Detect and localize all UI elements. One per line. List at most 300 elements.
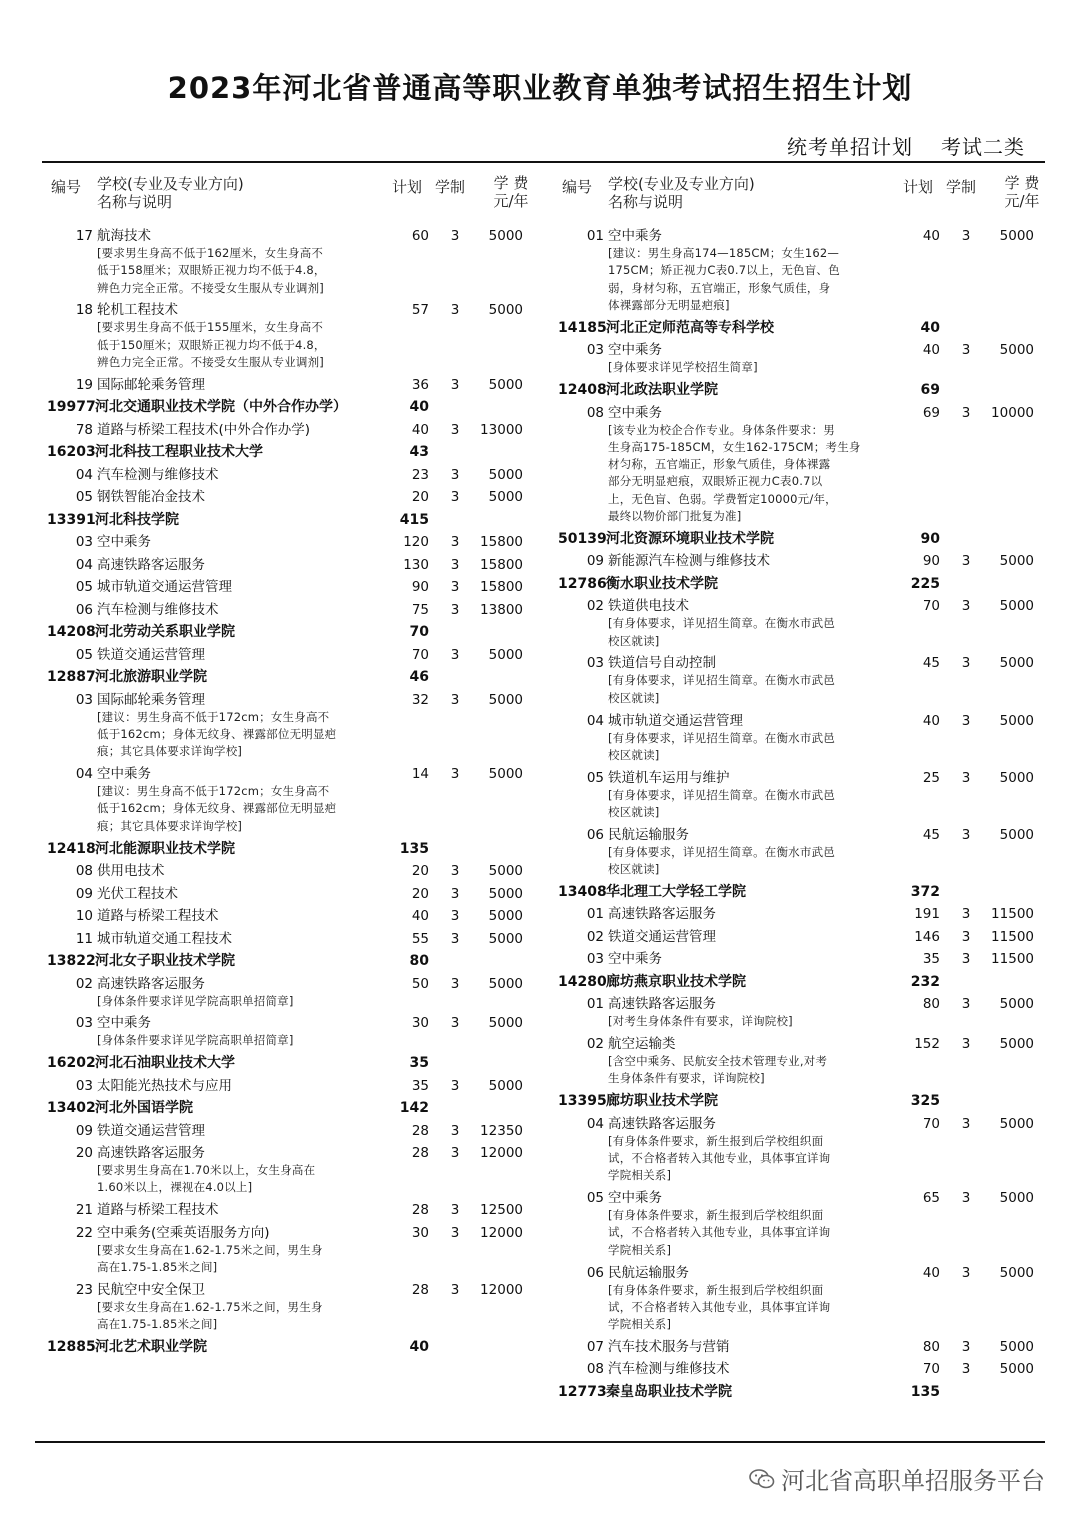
plan-cell: 120 (403, 534, 429, 551)
fee-cell: 5000 (488, 302, 523, 319)
header-name: 学校(专业及专业方向) 名称与说明 (97, 175, 244, 211)
plan-cell: 372 (910, 883, 940, 900)
code-cell: 04 (75, 556, 93, 573)
plan-cell: 30 (411, 1224, 429, 1241)
duration-cell: 3 (961, 826, 971, 843)
name-cell: 高速铁路客运服务 (97, 556, 205, 573)
fee-cell: 11500 (991, 951, 1034, 968)
column-header (47, 170, 537, 228)
bottom-rule (35, 1441, 1045, 1443)
name-cell: 廊坊职业技术学院 (606, 1093, 718, 1110)
name-cell: 太阳能光热技术与应用 (97, 1077, 232, 1094)
plan-cell: 14 (411, 766, 429, 783)
fee-cell: 10000 (991, 404, 1034, 421)
name-cell: 铁道信号自动控制 (608, 655, 716, 672)
plan-cell: 152 (914, 1036, 940, 1053)
code-cell: 12408 (558, 382, 607, 398)
code-cell: 16202 (47, 1055, 96, 1072)
code-cell: 03 (586, 342, 604, 359)
requirement-note: [有身体条件要求，新生报到后学校组织面 试，不合格者转入其他专业，具体事宜详询 学院相关系] (608, 1133, 831, 1183)
name-cell: 国际邮轮乘务管理 (97, 691, 205, 708)
requirement-note: [有身体条件要求，新生报到后学校组织面 试，不合格者转入其他专业，具体事宜详询 学院相关系] (608, 1208, 831, 1257)
plan-cell: 50 (411, 975, 429, 992)
code-cell: 09 (586, 553, 604, 570)
plan-cell: 36 (411, 376, 429, 393)
code-cell: 05 (75, 646, 93, 663)
code-cell: 05 (586, 769, 604, 786)
fee-cell: 15800 (480, 556, 523, 573)
code-cell: 50139 (558, 530, 607, 547)
requirement-note: [身体要求详见学校招生简章] (608, 360, 758, 375)
name-cell: 汽车检测与维修技术 (97, 601, 219, 618)
plan-subtitle (759, 131, 1025, 160)
duration-cell: 3 (450, 691, 460, 708)
duration-cell: 3 (450, 421, 460, 438)
code-cell: 03 (586, 655, 604, 672)
name-cell: 河北劳动关系职业学院 (95, 624, 235, 641)
plan-cell: 40 (922, 1264, 940, 1281)
code-cell: 19977 (47, 399, 96, 416)
plan-cell: 225 (910, 575, 940, 592)
code-cell: 01 (586, 906, 604, 923)
requirement-note: [身体条件要求详见学院高职单招简章] (97, 1033, 294, 1048)
name-cell: 河北科技学院 (95, 511, 179, 528)
plan-cell: 28 (411, 1202, 429, 1219)
column-header (558, 170, 1038, 228)
duration-cell: 3 (961, 404, 971, 421)
requirement-note: [建议：男生身高不低于172cm；女生身高不 低于162cm；身体无纹身、裸露部位无明显疤 痕；其它具体要求详询学校] (97, 709, 337, 759)
duration-cell: 3 (450, 975, 460, 992)
duration-cell: 3 (961, 928, 971, 945)
code-cell: 04 (586, 712, 604, 729)
name-cell: 城市轨道交通运营管理 (608, 712, 743, 729)
requirement-note: [要求男生身高不低于162厘米，女生身高不 低于158厘米；双眼矫正视力均不低于4.8， 辨色力完全正常。不接受女生服从专业调剂] (97, 246, 326, 295)
plan-cell: 90 (411, 579, 429, 596)
code-cell: 03 (586, 951, 604, 968)
page-title: 2023年河北省普通高等职业教育单独考试招生招生计划 (167, 71, 913, 105)
code-cell: 05 (75, 489, 93, 506)
header-fee: 学 费 元/年 (493, 174, 529, 210)
code-cell: 08 (586, 1361, 604, 1378)
name-cell: 河北资源环境职业技术学院 (606, 530, 774, 547)
name-cell: 空中乘务 (608, 228, 662, 244)
fee-cell: 5000 (999, 996, 1034, 1013)
name-cell: 廊坊燕京职业技术学院 (606, 973, 746, 990)
duration-cell: 3 (961, 553, 971, 570)
code-cell: 06 (586, 826, 604, 843)
plan-cell: 55 (411, 930, 429, 947)
name-cell: 空中乘务 (608, 951, 662, 968)
code-cell: 78 (75, 421, 93, 438)
plan-type-label: 统考单招计划 (787, 135, 913, 159)
header-plan: 计划 (903, 178, 934, 196)
duration-cell: 3 (961, 1361, 971, 1378)
code-cell: 17 (75, 228, 93, 244)
name-cell: 道路与桥梁工程技术 (97, 908, 219, 925)
plan-cell: 130 (403, 556, 429, 573)
duration-cell: 3 (450, 376, 460, 393)
plan-cell: 146 (914, 928, 940, 945)
requirement-note: [要求女生身高在1.62-1.75米之间，男生身 高在1.75-1.85米之间] (97, 1242, 323, 1275)
header-plan: 计划 (392, 178, 423, 196)
code-cell: 13408 (558, 883, 607, 900)
name-cell: 河北能源职业技术学院 (95, 840, 235, 857)
fee-cell: 5000 (999, 1115, 1034, 1132)
fee-cell: 5000 (488, 885, 523, 902)
name-cell: 汽车检测与维修技术 (608, 1361, 730, 1378)
name-cell: 空中乘务 (608, 404, 662, 421)
code-cell: 12887 (47, 669, 96, 686)
duration-cell: 3 (961, 655, 971, 672)
name-cell: 民航运输服务 (608, 826, 689, 843)
plan-cell: 28 (411, 1145, 429, 1162)
plan-cell: 65 (922, 1190, 940, 1207)
watermark (749, 1461, 1045, 1496)
requirement-note: [对考生身体条件有要求，详询院校] (608, 1014, 793, 1029)
exam-category-label: 考试二类 (941, 135, 1025, 159)
header-code: 编号 (51, 178, 82, 196)
plan-cell: 28 (411, 1122, 429, 1139)
plan-cell: 40 (922, 712, 940, 729)
requirement-note: [要求男生身高不低于155厘米，女生身高不 低于150厘米；双眼矫正视力均不低于4.8， 辨色力完全正常。不接受女生服从专业调剂] (97, 320, 326, 369)
plan-cell: 35 (922, 951, 940, 968)
fee-cell: 5000 (488, 376, 523, 393)
duration-cell: 3 (450, 766, 460, 783)
code-cell: 14280 (558, 973, 607, 990)
plan-cell: 40 (922, 342, 940, 359)
name-cell: 高速铁路客运服务 (97, 1145, 205, 1162)
plan-cell: 90 (920, 530, 940, 547)
code-cell: 03 (75, 534, 93, 551)
code-cell: 02 (586, 1036, 604, 1053)
code-cell: 03 (75, 1015, 93, 1032)
code-cell: 01 (586, 228, 604, 244)
duration-cell: 3 (450, 489, 460, 506)
code-cell: 13391 (47, 511, 96, 528)
fee-cell: 5000 (999, 655, 1034, 672)
fee-cell: 12000 (480, 1224, 523, 1241)
name-cell: 光伏工程技术 (97, 885, 178, 902)
name-cell: 河北外国语学院 (95, 1100, 193, 1117)
duration-cell: 3 (450, 646, 460, 663)
name-cell: 钢铁智能冶金技术 (97, 489, 205, 506)
plan-cell: 415 (399, 511, 429, 528)
name-cell: 供用电技术 (97, 863, 165, 880)
header-duration: 学制 (946, 178, 977, 196)
name-cell: 河北旅游职业学院 (95, 669, 207, 686)
code-cell: 16203 (47, 444, 96, 461)
requirement-note: [有身体要求，详见招生简章。在衡水市武邑 校区就读] (608, 616, 835, 648)
plan-cell: 28 (411, 1281, 429, 1298)
requirement-note: [建议：男生身高不低于172cm；女生身高不 低于162cm；身体无纹身、裸露部位无明显疤 痕；其它具体要求详询学校] (97, 784, 337, 833)
code-cell: 06 (586, 1264, 604, 1281)
fee-cell: 5000 (999, 598, 1034, 615)
fee-cell: 5000 (999, 1190, 1034, 1207)
header-code: 编号 (562, 178, 593, 196)
plan-cell: 75 (411, 601, 429, 618)
name-cell: 空中乘务 (97, 766, 151, 783)
duration-cell: 3 (450, 556, 460, 573)
code-cell: 21 (75, 1202, 93, 1219)
code-cell: 09 (75, 1122, 93, 1139)
plan-cell: 32 (411, 691, 429, 708)
code-cell: 02 (586, 598, 604, 615)
fee-cell: 12000 (480, 1281, 523, 1298)
fee-cell: 12350 (480, 1122, 523, 1139)
fee-cell: 5000 (488, 975, 523, 992)
fee-cell: 5000 (999, 1264, 1034, 1281)
code-cell: 13395 (558, 1093, 607, 1110)
requirement-note: [该专业为校企合作专业。身体条件要求：男 生身高175-185CM，女生162-175CM；考生身 材匀称，五官端正，形象气质佳，身体裸露 部分无明显疤痕，双眼矫正视力C表0.7以 上，无色盲、色弱。学费暂定10000元/年， 最终以物价部门批复为准] (608, 422, 861, 523)
left-column (47, 170, 537, 1355)
fee-cell: 5000 (488, 489, 523, 506)
duration-cell: 3 (961, 1190, 971, 1207)
requirement-note: [要求男生身高在1.70米以上，女生身高在 1.60米以上，裸视在4.0以上] (97, 1163, 316, 1195)
plan-cell: 232 (910, 973, 940, 990)
name-cell: 高速铁路客运服务 (608, 996, 716, 1013)
duration-cell: 3 (961, 1264, 971, 1281)
code-cell: 19 (75, 376, 93, 393)
code-cell: 18 (75, 302, 93, 319)
name-cell: 汽车检测与维修技术 (97, 466, 219, 483)
plan-cell: 80 (922, 1338, 940, 1355)
duration-cell: 3 (450, 1077, 460, 1094)
name-cell: 民航空中安全保卫 (97, 1281, 205, 1298)
plan-cell: 191 (914, 906, 940, 923)
fee-cell: 5000 (488, 691, 523, 708)
code-cell: 04 (75, 466, 93, 483)
duration-cell: 3 (450, 579, 460, 596)
fee-cell: 5000 (999, 826, 1034, 843)
fee-cell: 5000 (999, 1361, 1034, 1378)
plan-cell: 40 (920, 319, 940, 336)
duration-cell: 3 (450, 534, 460, 551)
plan-cell: 80 (409, 953, 429, 970)
code-cell: 04 (586, 1115, 604, 1132)
code-cell: 08 (586, 404, 604, 421)
plan-cell: 35 (409, 1055, 429, 1072)
name-cell: 华北理工大学轻工学院 (606, 883, 746, 900)
plan-cell: 69 (922, 404, 940, 421)
plan-cell: 70 (922, 598, 940, 615)
name-cell: 高速铁路客运服务 (608, 906, 716, 923)
requirement-note: [建议：男生身高174—185CM；女生162— 175CM；矫正视力C表0.7以上，无色盲、色 弱，身材匀称，五官端正，形象气质佳，身 体裸露部分无明显疤痕] (608, 246, 840, 312)
code-cell: 13402 (47, 1100, 96, 1117)
name-cell: 空中乘务 (97, 534, 151, 551)
plan-cell: 35 (411, 1077, 429, 1094)
name-cell: 空中乘务 (608, 1190, 662, 1207)
fee-cell: 11500 (991, 928, 1034, 945)
name-cell: 河北交通职业技术学院（中外合作办学） (95, 399, 347, 416)
plan-cell: 90 (922, 553, 940, 570)
code-cell: 22 (75, 1224, 93, 1241)
fee-cell: 13800 (480, 601, 523, 618)
duration-cell: 3 (450, 228, 460, 244)
code-cell: 02 (586, 928, 604, 945)
name-cell: 铁道交通运营管理 (608, 928, 716, 945)
name-cell: 铁道供电技术 (608, 598, 689, 615)
name-cell: 高速铁路客运服务 (608, 1115, 716, 1132)
fee-cell: 5000 (488, 1077, 523, 1094)
plan-cell: 325 (910, 1093, 940, 1110)
code-cell: 14185 (558, 319, 607, 336)
duration-cell: 3 (450, 1145, 460, 1162)
plan-cell: 142 (399, 1100, 429, 1117)
name-cell: 城市轨道交通工程技术 (97, 930, 232, 947)
duration-cell: 3 (961, 1338, 971, 1355)
fee-cell: 12500 (480, 1202, 523, 1219)
code-cell: 23 (75, 1281, 93, 1298)
plan-cell: 57 (411, 302, 429, 319)
plan-cell: 45 (922, 655, 940, 672)
name-cell: 航空运输类 (608, 1036, 676, 1053)
fee-cell: 15800 (480, 534, 523, 551)
wechat-icon (749, 1469, 775, 1489)
duration-cell: 3 (961, 1115, 971, 1132)
duration-cell: 3 (450, 1202, 460, 1219)
plan-cell: 69 (920, 382, 940, 398)
plan-cell: 40 (409, 1339, 429, 1355)
plan-cell: 43 (409, 444, 429, 461)
name-cell: 空中乘务(空乘英语服务方向) (97, 1224, 270, 1241)
duration-cell: 3 (450, 930, 460, 947)
requirement-note: [有身体要求，详见招生简章。在衡水市武邑 校区就读] (608, 844, 835, 876)
duration-cell: 3 (450, 1122, 460, 1139)
name-cell: 河北女子职业技术学院 (95, 953, 235, 970)
code-cell: 13822 (47, 953, 96, 970)
plan-cell: 80 (922, 996, 940, 1013)
fee-cell: 5000 (488, 930, 523, 947)
duration-cell: 3 (961, 342, 971, 359)
fee-cell: 5000 (999, 1036, 1034, 1053)
requirement-note: [有身体要求，详见招生简章。在衡水市武邑 校区就读] (608, 730, 835, 762)
code-cell: 05 (75, 579, 93, 596)
header-fee: 学 费 元/年 (1004, 174, 1040, 210)
right-column (558, 170, 1040, 1400)
plan-cell: 70 (409, 624, 429, 641)
plan-cell: 20 (411, 489, 429, 506)
requirement-note: [有身体条件要求，新生报到后学校组织面 试，不合格者转入其他专业，具体事宜详询 学院相关系] (608, 1282, 831, 1332)
plan-cell: 45 (922, 826, 940, 843)
plan-cell: 60 (411, 228, 429, 244)
requirement-note: [有身体要求，详见招生简章。在衡水市武邑 校区就读] (608, 787, 835, 819)
name-cell: 河北艺术职业学院 (95, 1339, 207, 1355)
duration-cell: 3 (961, 769, 971, 786)
code-cell: 12418 (47, 840, 96, 857)
fee-cell: 5000 (488, 466, 523, 483)
duration-cell: 3 (450, 885, 460, 902)
duration-cell: 3 (961, 712, 971, 729)
code-cell: 03 (75, 691, 93, 708)
duration-cell: 3 (450, 1015, 460, 1032)
plan-cell: 23 (411, 466, 429, 483)
duration-cell: 3 (961, 951, 971, 968)
name-cell: 国际邮轮乘务管理 (97, 376, 205, 393)
plan-cell: 40 (409, 399, 429, 416)
plan-cell: 40 (411, 421, 429, 438)
fee-cell: 5000 (488, 228, 523, 244)
fee-cell: 11500 (991, 906, 1034, 923)
requirement-note: [要求女生身高在1.62-1.75米之间，男生身 高在1.75-1.85米之间] (97, 1299, 323, 1332)
duration-cell: 3 (450, 908, 460, 925)
plan-cell: 20 (411, 885, 429, 902)
fee-cell: 12000 (480, 1145, 523, 1162)
name-cell: 高速铁路客运服务 (97, 975, 205, 992)
code-cell: 12786 (558, 575, 607, 592)
name-cell: 民航运输服务 (608, 1264, 689, 1281)
name-cell: 河北政法职业学院 (606, 382, 718, 398)
plan-cell: 40 (922, 228, 940, 244)
fee-cell: 5000 (488, 863, 523, 880)
header-duration: 学制 (435, 178, 466, 196)
code-cell: 05 (586, 1190, 604, 1207)
plan-cell: 70 (922, 1115, 940, 1132)
name-cell: 道路与桥梁工程技术(中外合作办学) (97, 421, 311, 438)
code-cell: 01 (586, 996, 604, 1013)
code-cell: 03 (75, 1077, 93, 1094)
code-cell: 07 (586, 1338, 604, 1355)
duration-cell: 3 (450, 1224, 460, 1241)
duration-cell: 3 (450, 302, 460, 319)
name-cell: 轮机工程技术 (97, 302, 178, 319)
code-cell: 12885 (47, 1339, 96, 1355)
requirement-note: [含空中乘务、民航安全技术管理专业,对考 生身体条件有要求，详询院校] (608, 1054, 828, 1086)
fee-cell: 5000 (488, 908, 523, 925)
duration-cell: 3 (961, 228, 971, 244)
name-cell: 衡水职业技术学院 (606, 575, 718, 592)
name-cell: 铁道交通运营管理 (97, 646, 205, 663)
name-cell: 新能源汽车检测与维修技术 (608, 553, 770, 570)
code-cell: 06 (75, 601, 93, 618)
name-cell: 城市轨道交通运营管理 (97, 579, 232, 596)
name-cell: 空中乘务 (97, 1015, 151, 1032)
duration-cell: 3 (450, 466, 460, 483)
fee-cell: 5000 (999, 342, 1034, 359)
code-cell: 14208 (47, 624, 96, 641)
duration-cell: 3 (450, 863, 460, 880)
fee-cell: 5000 (999, 1338, 1034, 1355)
code-cell: 10 (75, 908, 93, 925)
fee-cell: 13000 (480, 421, 523, 438)
plan-cell: 25 (922, 769, 940, 786)
name-cell: 秦皇岛职业技术学院 (606, 1383, 732, 1400)
header-name: 学校(专业及专业方向) 名称与说明 (608, 175, 755, 211)
watermark-text: 河北省高职单招服务平台 (781, 1467, 1045, 1495)
name-cell: 铁道机车运用与维护 (608, 769, 730, 786)
plan-cell: 30 (411, 1015, 429, 1032)
duration-cell: 3 (961, 598, 971, 615)
name-cell: 航海技术 (97, 228, 151, 244)
duration-cell: 3 (450, 601, 460, 618)
fee-cell: 5000 (488, 646, 523, 663)
fee-cell: 5000 (488, 1015, 523, 1032)
requirement-note: [身体条件要求详见学院高职单招简章] (97, 993, 294, 1008)
name-cell: 铁道交通运营管理 (97, 1122, 205, 1139)
fee-cell: 5000 (488, 766, 523, 783)
name-cell: 河北正定师范高等专科学校 (606, 319, 774, 336)
plan-cell: 46 (409, 669, 429, 686)
name-cell: 河北科技工程职业技术大学 (95, 444, 263, 461)
name-cell: 汽车技术服务与营销 (608, 1338, 730, 1355)
requirement-note: [有身体要求，详见招生简章。在衡水市武邑 校区就读] (608, 673, 835, 705)
name-cell: 道路与桥梁工程技术 (97, 1202, 219, 1219)
fee-cell: 5000 (999, 553, 1034, 570)
name-cell: 空中乘务 (608, 342, 662, 359)
duration-cell: 3 (961, 996, 971, 1013)
plan-cell: 40 (411, 908, 429, 925)
fee-cell: 15800 (480, 579, 523, 596)
plan-cell: 135 (399, 840, 429, 857)
